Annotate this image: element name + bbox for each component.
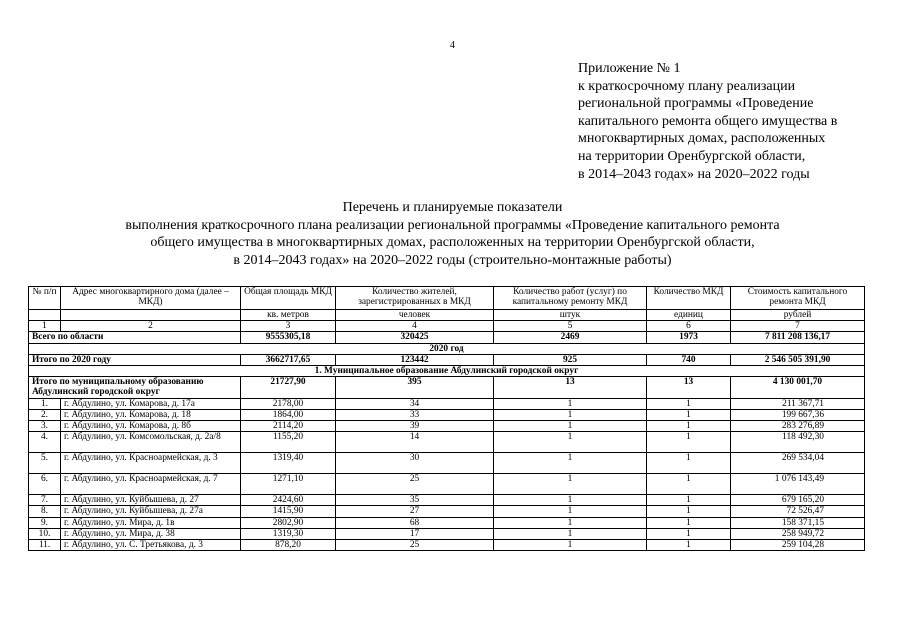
- row-area: 2178,00: [241, 398, 336, 409]
- row-address: г. Абдулино, ул. Мира, д. 38: [61, 528, 241, 539]
- total-municipality-residents: 395: [336, 377, 494, 398]
- col-number: 5: [494, 321, 647, 332]
- unit-cost: рублей: [731, 310, 865, 321]
- row-works: 1: [494, 421, 647, 432]
- row-num: 1.: [29, 398, 61, 409]
- total-municipality-works: 13: [494, 377, 647, 398]
- units-row: [29, 310, 865, 321]
- header-num: № п/п: [29, 287, 61, 310]
- row-cost: 1 076 143,49: [731, 474, 865, 495]
- table-row: [29, 540, 865, 551]
- table-row: [29, 474, 865, 495]
- document-title: [0, 199, 905, 269]
- report-table: [28, 286, 865, 551]
- row-area: 2802,90: [241, 517, 336, 528]
- table-row: [29, 495, 865, 506]
- total-region-cost: 7 811 208 136,17: [731, 332, 865, 343]
- row-area: 1271,10: [241, 474, 336, 495]
- total-municipality-label: Итого по муниципальному образованию Абдулинский городской округ: [29, 377, 241, 398]
- row-cost: 679 165,20: [731, 495, 865, 506]
- table-row: [29, 517, 865, 528]
- table-row: [29, 398, 865, 409]
- row-count: 1: [647, 474, 731, 495]
- table-row: [29, 453, 865, 474]
- header-address: Адрес многоквартирного дома (далее – МКД): [61, 287, 241, 310]
- header-works: Количество работ (услуг) по капитальному ремонту МКД: [494, 287, 647, 310]
- unit-area: кв. метров: [241, 310, 336, 321]
- header-count: Количество МКД: [647, 287, 731, 310]
- total-municipality-area: 21727,90: [241, 377, 336, 398]
- row-area: 878,20: [241, 540, 336, 551]
- total-year-residents: 123442: [336, 354, 494, 365]
- row-works: 1: [494, 506, 647, 517]
- total-region-residents: 320425: [336, 332, 494, 343]
- row-num: 4.: [29, 432, 61, 453]
- row-residents: 39: [336, 421, 494, 432]
- row-area: 1319,30: [241, 528, 336, 539]
- row-address: г. Абдулино, ул. Куйбышева, д. 27а: [61, 506, 241, 517]
- column-numbers-row: [29, 321, 865, 332]
- col-number: 7: [731, 321, 865, 332]
- row-residents: 30: [336, 453, 494, 474]
- row-num: 2.: [29, 409, 61, 420]
- table-row: [29, 409, 865, 420]
- row-count: 1: [647, 517, 731, 528]
- row-works: 1: [494, 409, 647, 420]
- row-cost: 259 104,28: [731, 540, 865, 551]
- col-number: 6: [647, 321, 731, 332]
- row-count: 1: [647, 528, 731, 539]
- row-cost: 158 371,15: [731, 517, 865, 528]
- header-area: Общая площадь МКД: [241, 287, 336, 310]
- table-row: [29, 528, 865, 539]
- total-year-area: 3662717,65: [241, 354, 336, 365]
- row-works: 1: [494, 540, 647, 551]
- row-residents: 17: [336, 528, 494, 539]
- unit-residents: человек: [336, 310, 494, 321]
- row-area: 1864,00: [241, 409, 336, 420]
- row-num: 5.: [29, 453, 61, 474]
- row-num: 8.: [29, 506, 61, 517]
- row-area: 2114,20: [241, 421, 336, 432]
- row-count: 1: [647, 506, 731, 517]
- row-residents: 33: [336, 409, 494, 420]
- municipality-label: 1. Муниципальное образование Абдулинский городской округ: [29, 366, 865, 377]
- total-region-works: 2469: [494, 332, 647, 343]
- row-address: г. Абдулино, ул. С. Третьякова, д. 3: [61, 540, 241, 551]
- row-num: 10.: [29, 528, 61, 539]
- col-number: 1: [29, 321, 61, 332]
- row-num: 11.: [29, 540, 61, 551]
- row-count: 1: [647, 409, 731, 420]
- col-number: 4: [336, 321, 494, 332]
- unit-works: штук: [494, 310, 647, 321]
- title-line: Перечень и планируемые показатели: [342, 200, 563, 215]
- appendix-line: региональной программы «Проведение: [578, 96, 814, 112]
- row-address: г. Абдулино, ул. Комарова, д. 8б: [61, 421, 241, 432]
- appendix-line: в 2014–2043 годах» на 2020–2022 годы: [578, 166, 810, 182]
- row-residents: 34: [336, 398, 494, 409]
- total-municipality-cost: 4 130 001,70: [731, 377, 865, 398]
- header-residents: Количество жителей, зарегистрированных в МКД: [336, 287, 494, 310]
- unit-count: единиц: [647, 310, 731, 321]
- row-address: г. Абдулино, ул. Куйбышева, д. 27: [61, 495, 241, 506]
- units-empty: [61, 310, 241, 321]
- row-address: г. Абдулино, ул. Красноармейская, д. 7: [61, 474, 241, 495]
- units-empty: [29, 310, 61, 321]
- row-count: 1: [647, 495, 731, 506]
- row-num: 7.: [29, 495, 61, 506]
- row-num: 9.: [29, 517, 61, 528]
- row-works: 1: [494, 398, 647, 409]
- appendix-line: на территории Оренбургской области,: [578, 148, 806, 164]
- row-address: г. Абдулино, ул. Комсомольская, д. 2а/8: [61, 432, 241, 453]
- total-year-cost: 2 546 505 391,90: [731, 354, 865, 365]
- total-region-row: [29, 332, 865, 343]
- row-residents: 35: [336, 495, 494, 506]
- row-num: 3.: [29, 421, 61, 432]
- row-address: г. Абдулино, ул. Мира, д. 1в: [61, 517, 241, 528]
- row-num: 6.: [29, 474, 61, 495]
- row-area: 2424,60: [241, 495, 336, 506]
- row-works: 1: [494, 495, 647, 506]
- total-region-count: 1973: [647, 332, 731, 343]
- row-works: 1: [494, 432, 647, 453]
- title-line: общего имущества в многоквартирных домах, расположенных на территории Оренбургской области,: [150, 235, 755, 251]
- row-area: 1155,20: [241, 432, 336, 453]
- row-count: 1: [647, 421, 731, 432]
- row-residents: 68: [336, 517, 494, 528]
- row-area: 1415,90: [241, 506, 336, 517]
- row-count: 1: [647, 453, 731, 474]
- title-line: выполнения краткосрочного плана реализации региональной программы «Проведение капитального ремонта: [125, 217, 780, 233]
- appendix-line: капитального ремонта общего имущества в: [578, 113, 838, 129]
- appendix-line: Приложение № 1: [578, 61, 681, 76]
- page-number: 4: [450, 40, 455, 51]
- table-row: [29, 421, 865, 432]
- row-residents: 25: [336, 540, 494, 551]
- row-cost: 118 492,30: [731, 432, 865, 453]
- total-municipality-row: [29, 377, 865, 398]
- total-region-area: 9555305,18: [241, 332, 336, 343]
- row-works: 1: [494, 453, 647, 474]
- row-works: 1: [494, 474, 647, 495]
- row-residents: 27: [336, 506, 494, 517]
- appendix-block: [578, 60, 837, 183]
- header-row: [29, 287, 865, 310]
- header-cost: Стоимость капитального ремонта МКД: [731, 287, 865, 310]
- row-cost: 211 367,71: [731, 398, 865, 409]
- appendix-line: к краткосрочному плану реализации: [578, 78, 796, 94]
- total-year-works: 925: [494, 354, 647, 365]
- year-label: 2020 год: [29, 343, 865, 354]
- row-count: 1: [647, 540, 731, 551]
- title-line: в 2014–2043 годах» на 2020–2022 годы (строительно-монтажные работы): [233, 252, 672, 268]
- row-cost: 258 949,72: [731, 528, 865, 539]
- row-residents: 25: [336, 474, 494, 495]
- col-number: 3: [241, 321, 336, 332]
- col-number: 2: [61, 321, 241, 332]
- total-year-label: Итого по 2020 году: [29, 354, 241, 365]
- row-cost: 269 534,04: [731, 453, 865, 474]
- appendix-line: многоквартирных домах, расположенных: [578, 131, 826, 147]
- total-region-label: Всего по области: [29, 332, 241, 343]
- total-year-count: 740: [647, 354, 731, 365]
- row-count: 1: [647, 398, 731, 409]
- row-cost: 199 667,36: [731, 409, 865, 420]
- row-area: 1319,40: [241, 453, 336, 474]
- table-row: [29, 506, 865, 517]
- year-row: [29, 343, 865, 354]
- row-works: 1: [494, 517, 647, 528]
- total-municipality-count: 13: [647, 377, 731, 398]
- row-cost: 283 276,89: [731, 421, 865, 432]
- row-count: 1: [647, 432, 731, 453]
- row-address: г. Абдулино, ул. Комарова, д. 17а: [61, 398, 241, 409]
- row-residents: 14: [336, 432, 494, 453]
- row-address: г. Абдулино, ул. Комарова, д. 18: [61, 409, 241, 420]
- total-year-row: [29, 354, 865, 365]
- row-cost: 72 526,47: [731, 506, 865, 517]
- row-works: 1: [494, 528, 647, 539]
- table-row: [29, 432, 865, 453]
- row-address: г. Абдулино, ул. Красноармейская, д. 3: [61, 453, 241, 474]
- municipality-row: [29, 366, 865, 377]
